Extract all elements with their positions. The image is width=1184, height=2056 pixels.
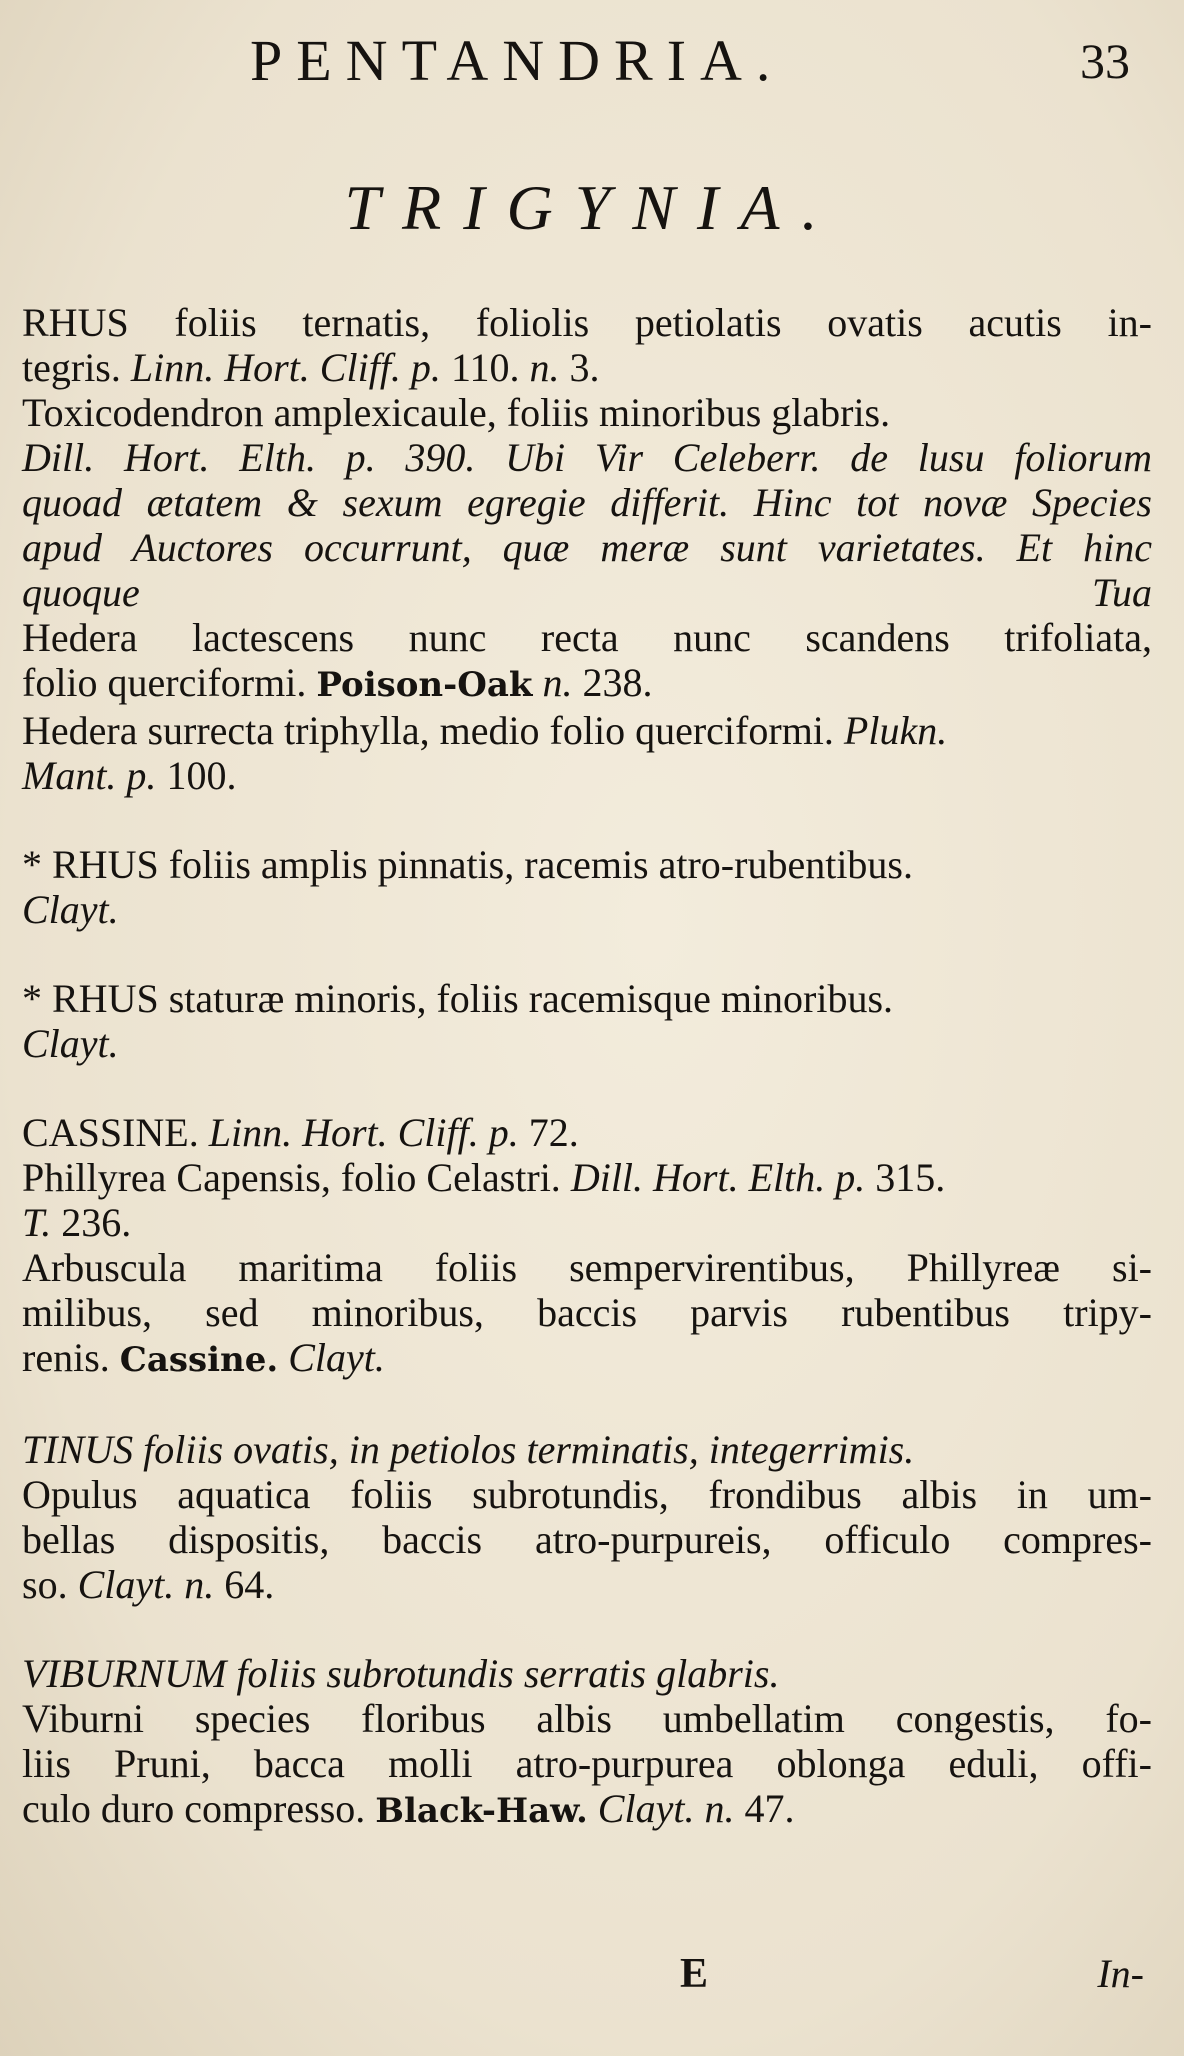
text-line	[22, 390, 1152, 435]
text-run: culo duro compresso.	[22, 1786, 376, 1831]
text-run: CASSINE.	[22, 1110, 209, 1155]
text-line	[22, 1741, 1152, 1786]
text-line	[22, 887, 1152, 932]
text-line	[22, 976, 1152, 1021]
text-line	[22, 300, 1152, 345]
text-line	[22, 1200, 1152, 1245]
text-run: 47.	[734, 1786, 795, 1831]
blackletter-vernacular-name: Poison-Oak	[316, 665, 533, 705]
text-run: 64.	[214, 1562, 275, 1607]
text-run: Hedera surrecta triphylla, medio folio querciformi.	[22, 708, 844, 753]
text-run: bellas dispositis, baccis atro-purpureis, officulo compres-	[22, 1517, 1152, 1562]
text-run: Clayt. n.	[587, 1786, 735, 1831]
text-run: TINUS foliis ovatis, in petiolos terminatis, integerrimis.	[22, 1427, 915, 1472]
text-line	[22, 525, 1152, 570]
text-line	[22, 1472, 1152, 1517]
text-line	[22, 1696, 1152, 1741]
text-run: Toxicodendron amplexicaule, foliis minoribus glabris.	[22, 390, 891, 435]
species-entries	[22, 300, 1152, 1834]
text-line	[22, 708, 1152, 753]
species-entry	[22, 976, 1152, 1066]
page-number: 33	[1080, 33, 1130, 89]
species-entry	[22, 1651, 1152, 1834]
text-run: apud Auctores occurrunt, quæ meræ sunt varietates. Et hinc	[22, 525, 1152, 570]
text-run: n.	[529, 345, 560, 390]
text-line	[22, 1021, 1152, 1066]
text-run: RHUS foliis ternatis, foliolis petiolatis ovatis acutis in-	[22, 300, 1152, 345]
text-run: 238.	[572, 660, 653, 705]
text-line	[22, 1786, 1152, 1834]
text-line	[22, 570, 1152, 615]
text-run: quoque Tua	[22, 570, 1152, 615]
text-line	[22, 842, 1152, 887]
text-line	[22, 1155, 1152, 1200]
text-run: 3.	[559, 345, 600, 390]
text-run: T.	[22, 1200, 52, 1245]
species-entry	[22, 842, 1152, 932]
text-run: milibus, sed minoribus, baccis parvis rubentibus tripy-	[22, 1290, 1152, 1335]
text-run: 100.	[156, 753, 237, 798]
section-title: TRIGYNIA.	[344, 172, 840, 243]
running-head	[250, 26, 1130, 96]
text-line	[22, 345, 1152, 390]
text-run: liis Pruni, bacca molli atro-purpurea oblonga eduli, offi-	[22, 1741, 1152, 1786]
text-run: Viburni species floribus albis umbellatim congestis, fo-	[22, 1696, 1152, 1741]
catchword: In-	[1097, 1951, 1144, 1996]
text-run: Hedera lactescens nunc recta nunc scandens trifoliata,	[22, 615, 1152, 660]
text-run: VIBURNUM foliis subrotundis serratis glabris.	[22, 1651, 780, 1696]
text-run: Linn. Hort. Cliff. p.	[130, 345, 451, 390]
text-line	[22, 1517, 1152, 1562]
species-entry	[22, 300, 1152, 798]
text-run: n.	[532, 660, 573, 705]
text-line	[22, 1427, 1152, 1472]
text-run: so.	[22, 1562, 78, 1607]
text-run: Mant. p.	[22, 753, 157, 798]
text-run: Opulus aquatica foliis subrotundis, frondibus albis in um-	[22, 1472, 1152, 1517]
text-run: Linn. Hort. Cliff. p.	[208, 1110, 519, 1155]
text-line	[22, 1110, 1152, 1155]
text-run: 72.	[518, 1110, 579, 1155]
text-line	[22, 1335, 1152, 1383]
text-run: Plukn.	[843, 708, 948, 753]
species-entry	[22, 1427, 1152, 1607]
species-entry	[22, 1110, 1152, 1383]
text-run: 315.	[865, 1155, 946, 1200]
text-line	[22, 615, 1152, 660]
text-run: Dill. Hort. Elth. p.	[570, 1155, 866, 1200]
text-run: 110.	[450, 345, 530, 390]
text-line	[22, 753, 1152, 798]
text-run: Arbuscula maritima foliis sempervirentibus, Phillyreæ si-	[22, 1245, 1152, 1290]
text-line	[22, 435, 1152, 480]
text-line	[22, 1651, 1152, 1696]
text-line	[22, 1562, 1152, 1607]
text-run: quoad ætatem & sexum egregie differit. Hinc tot novæ Species	[22, 480, 1152, 525]
text-run: Dill. Hort. Elth. p. 390. Ubi Vir Celeberr. de lusu foliorum	[22, 435, 1152, 480]
text-run: Clayt. n.	[77, 1562, 215, 1607]
running-title: PENTANDRIA.	[250, 28, 785, 93]
text-run: tegris.	[22, 345, 131, 390]
text-line	[22, 1290, 1152, 1335]
text-run: * RHUS staturæ minoris, foliis racemisque minoribus.	[22, 976, 894, 1021]
text-line	[22, 480, 1152, 525]
text-run: folio querciformi.	[22, 660, 317, 705]
text-run: renis.	[22, 1335, 120, 1380]
text-run: 236.	[51, 1200, 132, 1245]
signature-mark: E	[680, 1951, 709, 1997]
text-run: Clayt.	[22, 887, 119, 932]
text-run: * RHUS foliis amplis pinnatis, racemis atro-rubentibus.	[22, 842, 913, 887]
blackletter-vernacular-name: Cassine.	[119, 1340, 279, 1380]
text-line	[22, 660, 1152, 708]
text-run: Clayt.	[22, 1021, 119, 1066]
text-run: Phillyrea Capensis, folio Celastri.	[22, 1155, 571, 1200]
text-line	[22, 1245, 1152, 1290]
blackletter-vernacular-name: Black-Haw.	[375, 1791, 588, 1831]
text-run: Clayt.	[278, 1335, 385, 1380]
